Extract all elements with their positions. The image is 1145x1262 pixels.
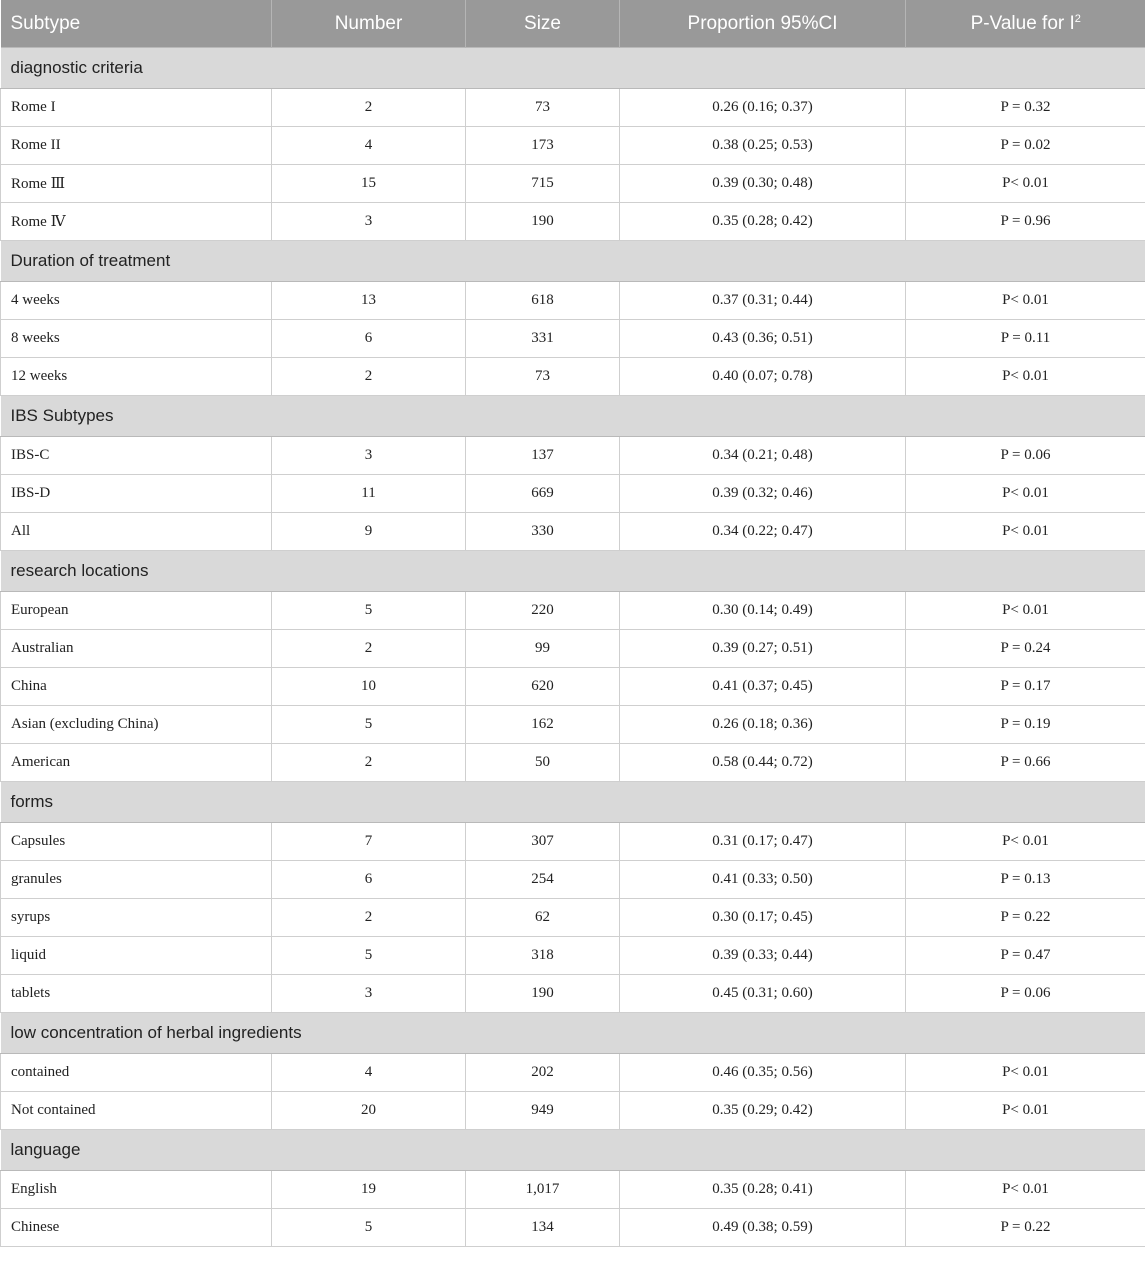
cell-number: 5 xyxy=(272,1209,466,1247)
table-row xyxy=(1,127,1145,165)
cell-number: 3 xyxy=(272,437,466,475)
cell-pvalue: P = 0.22 xyxy=(906,1209,1145,1247)
cell-size: 73 xyxy=(466,89,620,127)
cell-proportion: 0.40 (0.07; 0.78) xyxy=(620,358,906,396)
header-proportion: Proportion 95%CI xyxy=(620,0,906,48)
cell-number: 3 xyxy=(272,975,466,1013)
cell-number: 7 xyxy=(272,823,466,861)
cell-size: 307 xyxy=(466,823,620,861)
cell-size: 669 xyxy=(466,475,620,513)
header-pvalue xyxy=(906,0,1145,48)
group-header-row xyxy=(1,1013,1145,1054)
table-row xyxy=(1,282,1145,320)
table-row xyxy=(1,899,1145,937)
cell-pvalue: P< 0.01 xyxy=(906,513,1145,551)
cell-pvalue: P = 0.13 xyxy=(906,861,1145,899)
cell-pvalue: P< 0.01 xyxy=(906,1092,1145,1130)
cell-subtype: Capsules xyxy=(1,823,272,861)
header-row xyxy=(1,0,1145,48)
cell-pvalue: P = 0.19 xyxy=(906,706,1145,744)
cell-subtype: Asian (excluding China) xyxy=(1,706,272,744)
cell-size: 137 xyxy=(466,437,620,475)
cell-subtype: English xyxy=(1,1171,272,1209)
cell-pvalue: P = 0.24 xyxy=(906,630,1145,668)
cell-proportion: 0.30 (0.17; 0.45) xyxy=(620,899,906,937)
cell-proportion: 0.39 (0.33; 0.44) xyxy=(620,937,906,975)
cell-size: 134 xyxy=(466,1209,620,1247)
cell-proportion: 0.39 (0.32; 0.46) xyxy=(620,475,906,513)
cell-size: 190 xyxy=(466,975,620,1013)
cell-proportion: 0.26 (0.18; 0.36) xyxy=(620,706,906,744)
table-row xyxy=(1,165,1145,203)
header-pvalue-superscript: 2 xyxy=(1074,12,1081,25)
table-row xyxy=(1,975,1145,1013)
cell-pvalue: P< 0.01 xyxy=(906,475,1145,513)
cell-size: 331 xyxy=(466,320,620,358)
cell-pvalue: P = 0.47 xyxy=(906,937,1145,975)
cell-number: 2 xyxy=(272,899,466,937)
cell-size: 620 xyxy=(466,668,620,706)
group-title: research locations xyxy=(1,551,1145,592)
cell-subtype: China xyxy=(1,668,272,706)
cell-subtype: tablets xyxy=(1,975,272,1013)
cell-size: 330 xyxy=(466,513,620,551)
cell-proportion: 0.46 (0.35; 0.56) xyxy=(620,1054,906,1092)
cell-pvalue: P = 0.06 xyxy=(906,975,1145,1013)
table-row xyxy=(1,203,1145,241)
cell-subtype: Not contained xyxy=(1,1092,272,1130)
table-row xyxy=(1,1054,1145,1092)
table-row xyxy=(1,630,1145,668)
cell-size: 99 xyxy=(466,630,620,668)
group-title: Duration of treatment xyxy=(1,241,1145,282)
header-number: Number xyxy=(272,0,466,48)
cell-pvalue: P = 0.11 xyxy=(906,320,1145,358)
cell-proportion: 0.37 (0.31; 0.44) xyxy=(620,282,906,320)
cell-subtype: syrups xyxy=(1,899,272,937)
cell-subtype: European xyxy=(1,592,272,630)
cell-size: 254 xyxy=(466,861,620,899)
table-row xyxy=(1,937,1145,975)
group-title: low concentration of herbal ingredients xyxy=(1,1013,1145,1054)
cell-proportion: 0.39 (0.27; 0.51) xyxy=(620,630,906,668)
cell-number: 9 xyxy=(272,513,466,551)
cell-number: 4 xyxy=(272,127,466,165)
cell-proportion: 0.35 (0.28; 0.42) xyxy=(620,203,906,241)
header-size: Size xyxy=(466,0,620,48)
table-row xyxy=(1,823,1145,861)
table-row xyxy=(1,592,1145,630)
cell-number: 6 xyxy=(272,861,466,899)
cell-proportion: 0.30 (0.14; 0.49) xyxy=(620,592,906,630)
group-header-row xyxy=(1,1130,1145,1171)
cell-proportion: 0.26 (0.16; 0.37) xyxy=(620,89,906,127)
cell-proportion: 0.35 (0.29; 0.42) xyxy=(620,1092,906,1130)
group-header-row xyxy=(1,551,1145,592)
cell-pvalue: P = 0.17 xyxy=(906,668,1145,706)
cell-pvalue: P = 0.02 xyxy=(906,127,1145,165)
cell-size: 318 xyxy=(466,937,620,975)
cell-pvalue: P< 0.01 xyxy=(906,1171,1145,1209)
cell-proportion: 0.31 (0.17; 0.47) xyxy=(620,823,906,861)
cell-pvalue: P< 0.01 xyxy=(906,282,1145,320)
cell-size: 949 xyxy=(466,1092,620,1130)
cell-number: 2 xyxy=(272,89,466,127)
cell-size: 618 xyxy=(466,282,620,320)
cell-size: 50 xyxy=(466,744,620,782)
cell-subtype: 4 weeks xyxy=(1,282,272,320)
group-title: diagnostic criteria xyxy=(1,48,1145,89)
cell-proportion: 0.49 (0.38; 0.59) xyxy=(620,1209,906,1247)
cell-pvalue: P = 0.06 xyxy=(906,437,1145,475)
cell-proportion: 0.35 (0.28; 0.41) xyxy=(620,1171,906,1209)
group-header-row xyxy=(1,782,1145,823)
cell-number: 10 xyxy=(272,668,466,706)
cell-number: 11 xyxy=(272,475,466,513)
table-row xyxy=(1,513,1145,551)
cell-subtype: IBS-C xyxy=(1,437,272,475)
cell-subtype: American xyxy=(1,744,272,782)
cell-pvalue: P< 0.01 xyxy=(906,592,1145,630)
header-subtype: Subtype xyxy=(1,0,272,48)
cell-number: 3 xyxy=(272,203,466,241)
cell-proportion: 0.34 (0.21; 0.48) xyxy=(620,437,906,475)
cell-size: 162 xyxy=(466,706,620,744)
cell-subtype: Rome Ⅲ xyxy=(1,165,272,203)
cell-pvalue: P = 0.22 xyxy=(906,899,1145,937)
cell-number: 15 xyxy=(272,165,466,203)
group-header-row xyxy=(1,48,1145,89)
cell-subtype: All xyxy=(1,513,272,551)
cell-proportion: 0.39 (0.30; 0.48) xyxy=(620,165,906,203)
cell-number: 2 xyxy=(272,744,466,782)
group-header-row xyxy=(1,241,1145,282)
cell-number: 5 xyxy=(272,592,466,630)
cell-pvalue: P< 0.01 xyxy=(906,823,1145,861)
cell-size: 173 xyxy=(466,127,620,165)
table-row xyxy=(1,1209,1145,1247)
table-row xyxy=(1,1092,1145,1130)
table-row xyxy=(1,475,1145,513)
cell-size: 73 xyxy=(466,358,620,396)
cell-size: 1,017 xyxy=(466,1171,620,1209)
table-row xyxy=(1,706,1145,744)
cell-subtype: IBS-D xyxy=(1,475,272,513)
cell-size: 62 xyxy=(466,899,620,937)
cell-number: 13 xyxy=(272,282,466,320)
table-row xyxy=(1,320,1145,358)
cell-size: 202 xyxy=(466,1054,620,1092)
cell-size: 220 xyxy=(466,592,620,630)
header-pvalue-text: P-Value for I xyxy=(970,12,1075,34)
cell-pvalue: P = 0.96 xyxy=(906,203,1145,241)
cell-pvalue: P< 0.01 xyxy=(906,358,1145,396)
cell-pvalue: P< 0.01 xyxy=(906,165,1145,203)
cell-proportion: 0.34 (0.22; 0.47) xyxy=(620,513,906,551)
cell-subtype: Australian xyxy=(1,630,272,668)
cell-number: 5 xyxy=(272,706,466,744)
cell-pvalue: P = 0.66 xyxy=(906,744,1145,782)
group-header-row xyxy=(1,396,1145,437)
table-body xyxy=(1,48,1145,1247)
cell-proportion: 0.58 (0.44; 0.72) xyxy=(620,744,906,782)
cell-proportion: 0.41 (0.37; 0.45) xyxy=(620,668,906,706)
cell-proportion: 0.43 (0.36; 0.51) xyxy=(620,320,906,358)
cell-pvalue: P = 0.32 xyxy=(906,89,1145,127)
cell-proportion: 0.41 (0.33; 0.50) xyxy=(620,861,906,899)
cell-subtype: 12 weeks xyxy=(1,358,272,396)
table-row xyxy=(1,744,1145,782)
table-row xyxy=(1,1171,1145,1209)
cell-number: 2 xyxy=(272,630,466,668)
cell-subtype: liquid xyxy=(1,937,272,975)
cell-proportion: 0.38 (0.25; 0.53) xyxy=(620,127,906,165)
cell-number: 4 xyxy=(272,1054,466,1092)
cell-size: 715 xyxy=(466,165,620,203)
cell-subtype: granules xyxy=(1,861,272,899)
group-title: IBS Subtypes xyxy=(1,396,1145,437)
table-row xyxy=(1,437,1145,475)
cell-subtype: Chinese xyxy=(1,1209,272,1247)
cell-number: 2 xyxy=(272,358,466,396)
table-row xyxy=(1,89,1145,127)
cell-pvalue: P< 0.01 xyxy=(906,1054,1145,1092)
cell-subtype: Rome I xyxy=(1,89,272,127)
group-title: language xyxy=(1,1130,1145,1171)
table-header xyxy=(1,0,1145,48)
cell-number: 5 xyxy=(272,937,466,975)
cell-number: 20 xyxy=(272,1092,466,1130)
table-row xyxy=(1,861,1145,899)
table-row xyxy=(1,668,1145,706)
table-row xyxy=(1,358,1145,396)
cell-subtype: Rome II xyxy=(1,127,272,165)
cell-subtype: Rome Ⅳ xyxy=(1,203,272,241)
cell-size: 190 xyxy=(466,203,620,241)
group-title: forms xyxy=(1,782,1145,823)
cell-subtype: 8 weeks xyxy=(1,320,272,358)
cell-number: 6 xyxy=(272,320,466,358)
cell-proportion: 0.45 (0.31; 0.60) xyxy=(620,975,906,1013)
cell-subtype: contained xyxy=(1,1054,272,1092)
cell-number: 19 xyxy=(272,1171,466,1209)
